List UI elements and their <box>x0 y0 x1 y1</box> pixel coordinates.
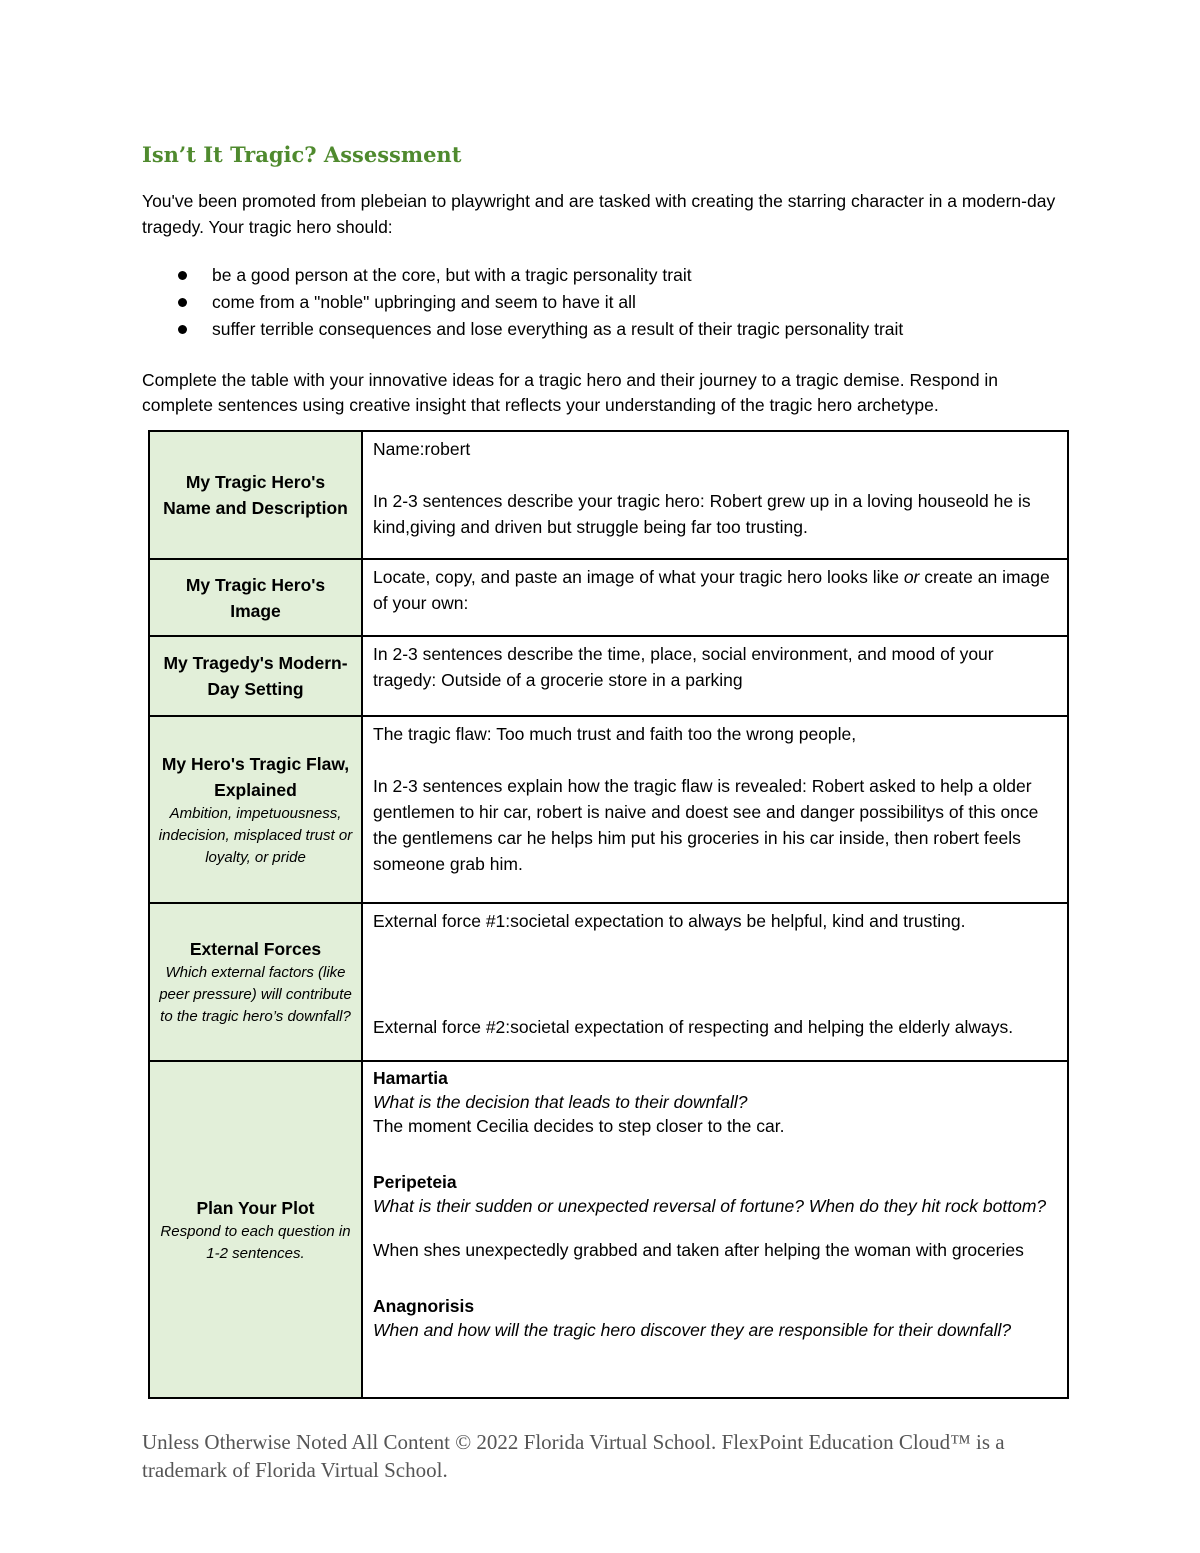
table-row <box>149 903 1068 1061</box>
row-response-plot[interactable] <box>362 1061 1068 1398</box>
anagnorisis-heading: Anagnorisis <box>373 1296 475 1316</box>
peripeteia-question: What is their sudden or unexpected reversal of fortune? When do they hit rock bottom? <box>373 1196 1047 1216</box>
row-label-tragic-flaw: My Hero's Tragic Flaw, Explained Ambition, impetuousness, indecision, misplaced trust or loyalty, or pride <box>149 716 362 903</box>
bullet-icon <box>178 298 187 307</box>
external-force-1: External force #1:societal expectation to always be helpful, kind and trusting. <box>373 911 966 931</box>
intro-paragraph: You've been promoted from plebeian to playwright and are tasked with creating the starring character in a modern-day tragedy. Your tragic hero should: <box>142 191 1056 237</box>
row-label-setting: My Tragedy's Modern-Day Setting <box>149 636 362 716</box>
hero-requirements-list <box>142 262 1062 343</box>
hamartia-heading: Hamartia <box>373 1068 448 1088</box>
hamartia-question: What is the decision that leads to their downfall? <box>373 1092 748 1112</box>
bullet-icon <box>178 325 187 334</box>
row-response-image[interactable] <box>362 559 1068 636</box>
row-label-name-description: My Tragic Hero's Name and Description <box>149 431 362 559</box>
table-row <box>149 1061 1068 1398</box>
row-label-plot: Plan Your Plot Respond to each question in 1-2 sentences. <box>149 1061 362 1398</box>
table-row <box>149 716 1068 903</box>
external-force-2: External force #2:societal expectation of respecting and helping the elderly always. <box>373 1017 1014 1037</box>
list-item: suffer terrible consequences and lose everything as a result of their tragic personality trait <box>142 316 1062 343</box>
tragic-flaw-explanation: In 2-3 sentences explain how the tragic flaw is revealed: Robert asked to help a older gentlemen to hir car, robert is naive and doest see and danger possibilitys of this once the gentlemens car he helps him put his groceries in his car inside, then robert feels someone grab him. <box>373 776 1039 874</box>
table-row <box>149 559 1068 636</box>
tragic-hero-table <box>148 430 1069 1399</box>
hero-name-text: Name:robert <box>373 439 471 459</box>
tragic-flaw-text: The tragic flaw: Too much trust and faith too the wrong people, <box>373 724 857 744</box>
hamartia-answer: The moment Cecilia decides to step closer to the car. <box>373 1116 785 1136</box>
hero-description-text: In 2-3 sentences describe your tragic hero: Robert grew up in a loving houseold he is kind,giving and driven but struggle being far too trusting. <box>373 491 1031 537</box>
copyright-footer: Unless Otherwise Noted All Content © 2022 Florida Virtual School. FlexPoint Education Cloud™ is a trademark of Florida Virtual School. <box>142 1430 1005 1482</box>
row-label-image: My Tragic Hero's Image <box>149 559 362 636</box>
row-label-external-forces: External Forces Which external factors (like peer pressure) will contribute to the tragic hero’s downfall? <box>149 903 362 1061</box>
list-item: come from a "noble" upbringing and seem to have it all <box>142 289 1062 316</box>
table-row <box>149 636 1068 716</box>
image-prompt-text: Locate, copy, and paste an image of what your tragic hero looks like or create an image of your own: <box>373 567 1050 613</box>
bullet-icon <box>178 271 187 280</box>
peripeteia-heading: Peripeteia <box>373 1172 457 1192</box>
setting-text: In 2-3 sentences describe the time, place, social environment, and mood of your tragedy: Outside of a grocerie store in a parking <box>373 644 994 690</box>
row-response-name-description[interactable] <box>362 431 1068 559</box>
anagnorisis-question: When and how will the tragic hero discover they are responsible for their downfall? <box>373 1320 1012 1340</box>
table-row <box>149 431 1068 559</box>
peripeteia-answer: When shes unexpectedly grabbed and taken after helping the woman with groceries <box>373 1240 1024 1260</box>
row-response-tragic-flaw[interactable] <box>362 716 1068 903</box>
page-title: Isn’t It Tragic? Assessment <box>142 142 462 167</box>
row-response-setting[interactable] <box>362 636 1068 716</box>
list-item: be a good person at the core, but with a tragic personality trait <box>142 262 1062 289</box>
row-response-external-forces[interactable] <box>362 903 1068 1061</box>
instructions-paragraph: Complete the table with your innovative ideas for a tragic hero and their journey to a tragic demise. Respond in complete sentences using creative insight that reflects your understanding of the tragic hero archetype. <box>142 370 999 415</box>
